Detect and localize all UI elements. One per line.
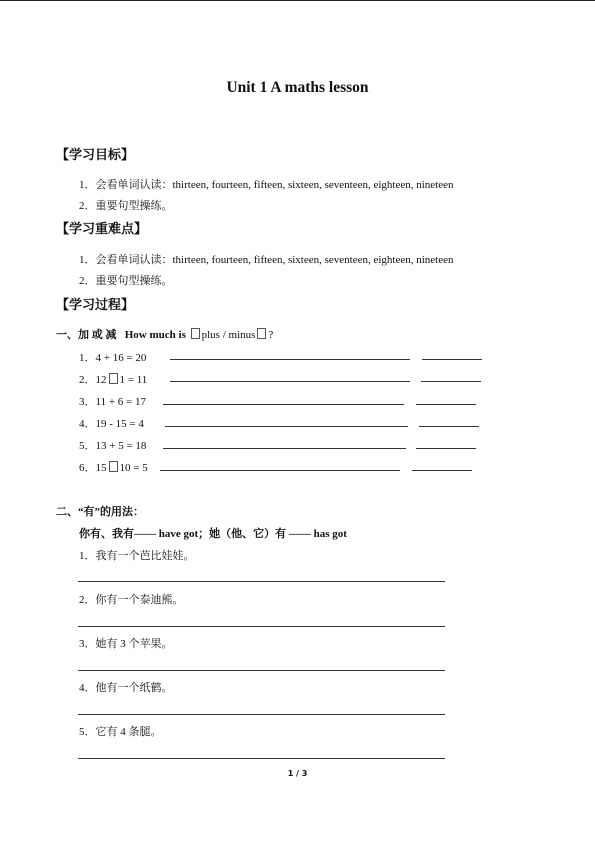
sentence-2: 2．你有一个泰迪熊。	[79, 594, 184, 606]
equation-4: 4．19 - 15 = 4	[79, 418, 144, 430]
page-number: 1 / 3	[287, 769, 308, 778]
part1-question-a: How much is	[124, 329, 186, 341]
sentence-5: 5．它有 4 条腿。	[79, 726, 162, 738]
key-points-heading: 【学习重难点】	[56, 222, 148, 237]
process-heading: 【学习过程】	[56, 298, 135, 313]
sentence-3: 3．她有 3 个苹果。	[79, 638, 173, 650]
answer-line-short[interactable]	[416, 404, 476, 405]
equation-2: 2．12 1 = 11	[79, 374, 148, 386]
writing-line[interactable]	[78, 758, 445, 759]
goals-item-1: 1．会看单词认读：thirteen, fourteen, fifteen, sixteen, seventeen, eighteen, nineteen	[79, 179, 454, 191]
sentence-4: 4．他有一个纸鹤。	[79, 682, 173, 694]
sentence-1: 1．我有一个芭比娃娃。	[79, 550, 195, 562]
goals-item-2: 2．重要句型操练。	[79, 200, 173, 212]
writing-line[interactable]	[78, 626, 445, 627]
page-title: Unit 1 A maths lesson	[226, 79, 369, 96]
answer-line[interactable]	[163, 404, 404, 405]
writing-line[interactable]	[78, 714, 445, 715]
answer-line[interactable]	[165, 426, 408, 427]
part2-heading: 二、“有”的用法：	[56, 506, 144, 518]
part1-question-c: ?	[268, 329, 274, 341]
answer-line[interactable]	[170, 381, 410, 382]
answer-line[interactable]	[160, 470, 400, 471]
blank-box-icon	[257, 328, 266, 339]
blank-box-icon	[109, 461, 118, 472]
answer-line-short[interactable]	[422, 359, 482, 360]
writing-line[interactable]	[78, 581, 445, 582]
answer-line-short[interactable]	[412, 470, 472, 471]
key-points-item-1: 1．会看单词认读：thirteen, fourteen, fifteen, sixteen, seventeen, eighteen, nineteen	[79, 254, 454, 266]
answer-line-short[interactable]	[419, 426, 479, 427]
equation-5: 5．13 + 5 = 18	[79, 440, 147, 452]
part1-prefix: 一、加 或 减	[56, 329, 117, 341]
part2-rule: 你有、我有—— have got；她（他、它）有 —— has got	[79, 528, 347, 540]
key-points-item-2: 2．重要句型操练。	[79, 275, 173, 287]
equation-6: 6．15 10 = 5	[79, 462, 148, 474]
writing-line[interactable]	[78, 670, 445, 671]
header-rule	[0, 0, 595, 1]
part1-heading	[56, 326, 273, 342]
answer-line[interactable]	[170, 359, 410, 360]
blank-box-icon	[109, 373, 118, 384]
answer-line-short[interactable]	[416, 448, 476, 449]
equation-1: 1．4 + 16 = 20	[79, 352, 147, 364]
goals-heading: 【学习目标】	[56, 148, 135, 163]
part1-question-b: plus / minus	[201, 329, 256, 341]
blank-box-icon	[191, 328, 200, 339]
answer-line[interactable]	[163, 448, 406, 449]
equation-3: 3．11 + 6 = 17	[79, 396, 146, 408]
answer-line-short[interactable]	[421, 381, 481, 382]
